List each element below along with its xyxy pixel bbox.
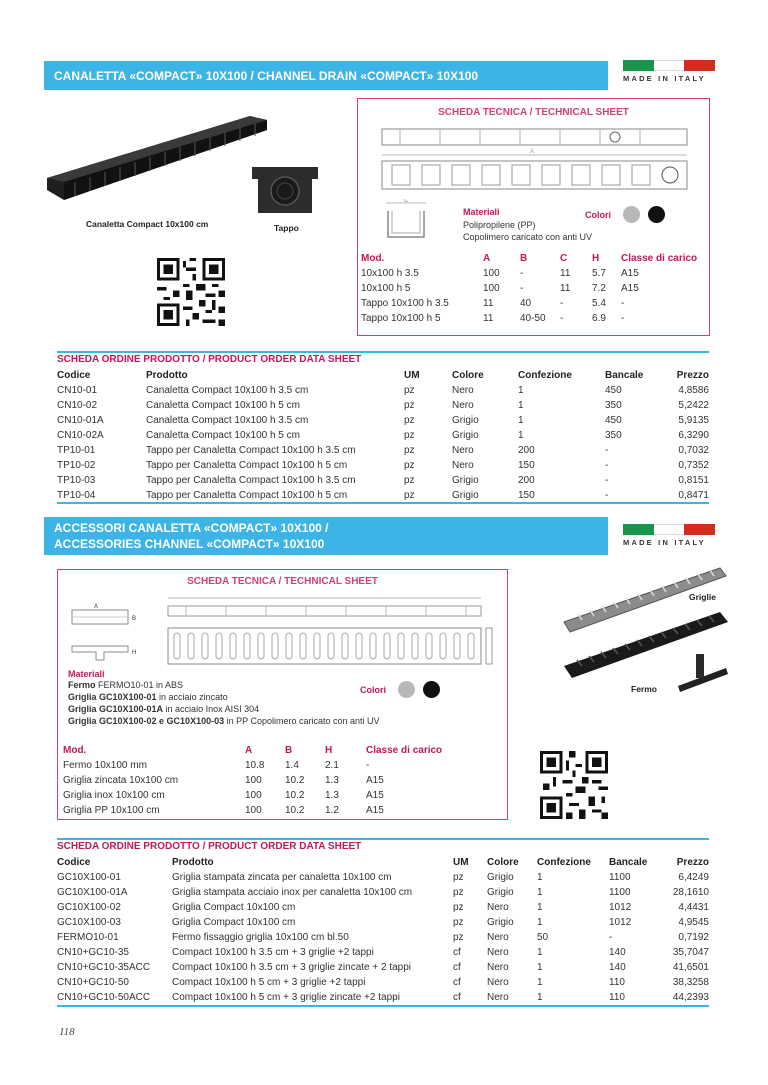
- table-row: [57, 945, 709, 960]
- table-row-cell: Grigio: [487, 917, 514, 928]
- spec-header: B: [285, 745, 293, 756]
- spec-row-cell: Griglia PP 10x100 cm: [63, 805, 160, 816]
- table-row: [57, 885, 709, 900]
- spec-row-cell: Griglia inox 10x100 cm: [63, 790, 165, 801]
- spec-row-cell: -: [621, 298, 625, 309]
- table-row-cell: Nero: [452, 460, 474, 471]
- spec-row-cell: A15: [621, 283, 639, 294]
- made-in-italy-badge: [623, 524, 715, 547]
- spec-row-cell: 11: [483, 313, 494, 324]
- table-row: [57, 930, 709, 945]
- spec-header: Classe di carico: [621, 253, 698, 264]
- material-line: [68, 703, 380, 715]
- table-row-cell: CN10-02A: [57, 430, 104, 441]
- order-rule-1: [57, 351, 709, 353]
- spec-row-cell: -: [621, 313, 625, 324]
- table-row-cell: 4,9545: [678, 917, 709, 928]
- table-row: [57, 960, 709, 975]
- spec-header-row: [63, 743, 456, 758]
- table-row-cell: Grigio: [452, 415, 479, 426]
- table-row-cell: 1012: [609, 902, 632, 913]
- table-row-cell: 4,4431: [678, 902, 709, 913]
- italian-flag-icon: [623, 60, 715, 71]
- table-row-cell: 41,6501: [672, 962, 709, 973]
- table-row-cell: Grigio: [487, 887, 514, 898]
- table-row-cell: Nero: [487, 932, 509, 943]
- order-table-2-body: [57, 870, 709, 1005]
- table-row: [57, 488, 709, 503]
- spec-row-cell: 100: [483, 283, 500, 294]
- made-in-italy-label: MADE IN ITALY: [623, 538, 706, 547]
- table-row-cell: 110: [609, 992, 625, 1003]
- spec-row-cell: 10x100 h 3.5: [361, 268, 419, 279]
- table-row-cell: 1: [518, 400, 524, 411]
- table-row-cell: pz: [453, 887, 464, 898]
- table-row-cell: cf: [453, 977, 461, 988]
- channel-drain-image: [45, 108, 270, 213]
- table-row-cell: CN10+GC10-50: [57, 977, 129, 988]
- table-row-cell: Griglia stampata zincata per canaletta 10x100 cm: [172, 872, 392, 883]
- order-header-row: [57, 368, 709, 383]
- material-bold: Fermo: [68, 680, 96, 690]
- table-row-cell: cf: [453, 947, 461, 958]
- order-header: Colore: [452, 370, 484, 381]
- table-row-cell: Canaletta Compact 10x100 h 5 cm: [146, 400, 300, 411]
- spec-row-cell: A15: [621, 268, 639, 279]
- spec-table-1-body: [361, 266, 709, 326]
- material-line: [68, 691, 380, 703]
- table-row-cell: Tappo per Canaletta Compact 10x100 h 5 cm: [146, 460, 348, 471]
- table-row-cell: Griglia Compact 10x100 cm: [172, 902, 296, 913]
- order-header: Prezzo: [676, 857, 709, 868]
- spec-row-cell: 40-50: [520, 313, 546, 324]
- table-row-cell: CN10-01A: [57, 415, 104, 426]
- spec-row-cell: 100: [245, 790, 262, 801]
- dim-a-label: A: [530, 149, 535, 155]
- section2-banner: [44, 517, 608, 555]
- table-row-cell: Grigio: [452, 475, 479, 486]
- table-row-cell: 35,7047: [672, 947, 709, 958]
- material-line: [68, 679, 380, 691]
- table-row-cell: 1: [518, 385, 524, 396]
- table-row-cell: CN10+GC10-50ACC: [57, 992, 151, 1003]
- tech-sheet-2-title: SCHEDA TECNICA / TECHNICAL SHEET: [187, 576, 378, 587]
- table-row-cell: pz: [453, 932, 464, 943]
- order-header: Prodotto: [172, 857, 214, 868]
- table-row-cell: Grigio: [452, 430, 479, 441]
- spec-row-cell: 1.4: [285, 760, 299, 771]
- table-row-cell: TP10-03: [57, 475, 96, 486]
- spec-row-cell: A15: [366, 775, 384, 786]
- spec-header: Classe di carico: [366, 745, 443, 756]
- spec-row: [361, 296, 709, 311]
- table-row-cell: pz: [404, 445, 415, 456]
- table-row-cell: 450: [605, 415, 622, 426]
- spec-row-cell: -: [366, 760, 370, 771]
- table-row-cell: 0,8471: [678, 490, 709, 501]
- table-row-cell: 200: [518, 445, 535, 456]
- spec-row: [361, 311, 709, 326]
- spec-row-cell: Tappo 10x100 h 5: [361, 313, 441, 324]
- table-row: [57, 398, 709, 413]
- table-row-cell: 450: [605, 385, 622, 396]
- table-row-cell: Nero: [487, 947, 509, 958]
- order-header: Prodotto: [146, 370, 188, 381]
- table-row-cell: 1: [537, 947, 543, 958]
- spec-row-cell: 100: [483, 268, 500, 279]
- table-row-cell: CN10+GC10-35ACC: [57, 962, 151, 973]
- table-row-cell: 1: [518, 415, 524, 426]
- spec-row-cell: 10.2: [285, 790, 305, 801]
- spec-row-cell: 100: [245, 775, 262, 786]
- spec-row-cell: 1.3: [325, 790, 339, 801]
- made-in-italy-label: MADE IN ITALY: [623, 74, 706, 83]
- colors-label: Colori: [360, 684, 386, 695]
- spec-table-2: [63, 743, 456, 818]
- spec-row-cell: 2.1: [325, 760, 339, 771]
- order-header: Codice: [57, 857, 91, 868]
- materials-block-2: [68, 669, 380, 727]
- material-bold: Griglia GC10X100-01: [68, 692, 157, 702]
- dim-a-label: A: [94, 604, 99, 610]
- dim-h-label: H: [132, 650, 137, 656]
- spec-row-cell: -: [560, 298, 564, 309]
- table-row-cell: 150: [518, 460, 535, 471]
- spec-row: [361, 266, 709, 281]
- table-row-cell: -: [605, 475, 609, 486]
- table-row-cell: 4,8586: [678, 385, 709, 396]
- caption-grates: Griglie: [689, 592, 716, 602]
- spec-row-cell: -: [520, 268, 524, 279]
- table-row-cell: 350: [605, 430, 622, 441]
- channel-drawing-section: [382, 199, 432, 243]
- table-row-cell: CN10+GC10-35: [57, 947, 129, 958]
- material-line: Copolimero caricato con anti UV: [463, 232, 593, 242]
- table-row-cell: 44,2393: [672, 992, 709, 1003]
- table-row-cell: Compact 10x100 h 5 cm + 3 griglie +2 tappi: [172, 977, 366, 988]
- order-end-rule-1: [57, 502, 709, 504]
- table-row-cell: Tappo per Canaletta Compact 10x100 h 5 cm: [146, 490, 348, 501]
- spec-row-cell: 5.7: [592, 268, 606, 279]
- table-row: [57, 915, 709, 930]
- spec-row-cell: 5.4: [592, 298, 606, 309]
- caption-clip: Fermo: [631, 684, 657, 694]
- table-row-cell: 6,3290: [678, 430, 709, 441]
- table-row-cell: Nero: [487, 962, 509, 973]
- spec-row-cell: 7.2: [592, 283, 606, 294]
- table-row-cell: Canaletta Compact 10x100 h 5 cm: [146, 430, 300, 441]
- spec-row-cell: 6.9: [592, 313, 606, 324]
- table-row-cell: 0,7192: [678, 932, 709, 943]
- table-row-cell: -: [605, 460, 609, 471]
- table-row-cell: pz: [453, 917, 464, 928]
- table-row-cell: 5,9135: [678, 415, 709, 426]
- order-header-row: [57, 855, 709, 870]
- table-row-cell: 1: [537, 917, 543, 928]
- spec-row-cell: Griglia zincata 10x100 cm: [63, 775, 179, 786]
- material-text: in PP Copolimero caricato con anti UV: [224, 716, 380, 726]
- materials-label: Materiali: [68, 669, 105, 679]
- table-row-cell: Canaletta Compact 10x100 h 3.5 cm: [146, 415, 309, 426]
- table-row-cell: 1: [537, 992, 543, 1003]
- spec-row-cell: 10.2: [285, 805, 305, 816]
- page-number: 118: [59, 1026, 75, 1038]
- end-cap-image: [246, 163, 324, 221]
- spec-header: C: [560, 253, 568, 264]
- table-row-cell: 1: [537, 962, 543, 973]
- dim-b-label: B: [132, 616, 137, 622]
- order-table-2: [57, 855, 709, 1005]
- table-row-cell: pz: [453, 902, 464, 913]
- spec-row: [361, 281, 709, 296]
- spec-header: H: [325, 745, 333, 756]
- section2-banner-line2: ACCESSORIES CHANNEL «COMPACT» 10X100: [54, 537, 325, 551]
- table-row-cell: 110: [609, 977, 625, 988]
- table-row-cell: 1: [537, 902, 543, 913]
- spec-row: [63, 773, 456, 788]
- spec-table-1: [361, 251, 709, 326]
- spec-table-2-body: [63, 758, 456, 818]
- material-text: in acciaio Inox AISI 304: [163, 704, 260, 714]
- spec-header-row: [361, 251, 709, 266]
- table-row-cell: 5,2422: [678, 400, 709, 411]
- order-header: Confezione: [537, 857, 591, 868]
- material-text: FERMO10-01 in ABS: [95, 680, 184, 690]
- table-row: [57, 473, 709, 488]
- order-table-1-body: [57, 383, 709, 503]
- table-row-cell: Compact 10x100 h 5 cm + 3 griglie zincate +2 tappi: [172, 992, 400, 1003]
- table-row-cell: 50: [537, 932, 549, 943]
- spec-row-cell: 40: [520, 298, 532, 309]
- table-row-cell: Griglia Compact 10x100 cm: [172, 917, 296, 928]
- order-header: Bancale: [605, 370, 644, 381]
- table-row-cell: Tappo per Canaletta Compact 10x100 h 3.5 cm: [146, 445, 356, 456]
- spec-row-cell: A15: [366, 790, 384, 801]
- spec-header: Mod.: [63, 745, 87, 756]
- colors-label: Colori: [585, 209, 611, 220]
- table-row-cell: pz: [404, 490, 415, 501]
- table-row-cell: 6,4249: [678, 872, 709, 883]
- table-row-cell: 28,1610: [672, 887, 709, 898]
- spec-row: [63, 758, 456, 773]
- spec-row: [63, 788, 456, 803]
- table-row-cell: -: [605, 490, 609, 501]
- spec-header: A: [483, 253, 491, 264]
- table-row-cell: 140: [609, 947, 626, 958]
- table-row-cell: Griglia stampata acciaio inox per canaletta 10x100 cm: [172, 887, 413, 898]
- table-row-cell: Canaletta Compact 10x100 h 3.5 cm: [146, 385, 309, 396]
- section1-banner-title: CANALETTA «COMPACT» 10X100 / CHANNEL DRAIN «COMPACT» 10X100: [54, 68, 479, 83]
- table-row-cell: Nero: [487, 992, 509, 1003]
- order-header: Prezzo: [676, 370, 709, 381]
- table-row-cell: Nero: [487, 902, 509, 913]
- table-row-cell: Grigio: [452, 490, 479, 501]
- order-header: UM: [404, 370, 420, 381]
- table-row-cell: Fermo fissaggio griglia 10x100 cm bl.50: [172, 932, 349, 943]
- section1-banner: [44, 61, 608, 90]
- table-row-cell: 200: [518, 475, 535, 486]
- table-row-cell: GC10X100-03: [57, 917, 121, 928]
- table-row-cell: 0,8151: [678, 475, 709, 486]
- table-row-cell: cf: [453, 962, 461, 973]
- table-row-cell: 1: [537, 872, 543, 883]
- table-row-cell: GC10X100-01A: [57, 887, 128, 898]
- grates-image: [562, 562, 732, 692]
- materials-label: Materiali: [463, 207, 500, 217]
- table-row-cell: TP10-02: [57, 460, 96, 471]
- order-end-rule-2: [57, 1005, 709, 1007]
- spec-row-cell: 10x100 h 5: [361, 283, 411, 294]
- tech-sheet-1: [357, 98, 710, 336]
- spec-row-cell: 1.2: [325, 805, 339, 816]
- order-header: UM: [453, 857, 469, 868]
- table-row-cell: Nero: [452, 445, 474, 456]
- table-row-cell: 1100: [609, 872, 631, 883]
- table-row-cell: CN10-02: [57, 400, 98, 411]
- order-header: Bancale: [609, 857, 648, 868]
- spec-row-cell: -: [520, 283, 524, 294]
- order-rule-2: [57, 838, 709, 840]
- order-title-1: SCHEDA ORDINE PRODOTTO / PRODUCT ORDER DATA SHEET: [57, 354, 362, 365]
- table-row-cell: 350: [605, 400, 622, 411]
- spec-row-cell: 11: [483, 298, 494, 309]
- table-row-cell: pz: [453, 872, 464, 883]
- table-row-cell: pz: [404, 475, 415, 486]
- spec-row-cell: Fermo 10x100 mm: [63, 760, 147, 771]
- tech-sheet-2: [57, 569, 508, 820]
- spec-row-cell: 1.3: [325, 775, 339, 786]
- swatch-black: [423, 681, 440, 698]
- material-line: Polipropilene (PP): [463, 220, 536, 230]
- table-row-cell: -: [609, 932, 613, 943]
- channel-drawing-top: [380, 127, 700, 197]
- qr-code-icon: [540, 751, 608, 819]
- order-title-2: SCHEDA ORDINE PRODOTTO / PRODUCT ORDER DATA SHEET: [57, 841, 362, 852]
- table-row-cell: Compact 10x100 h 3.5 cm + 3 griglie +2 tappi: [172, 947, 374, 958]
- tech-sheet-1-title: SCHEDA TECNICA / TECHNICAL SHEET: [438, 107, 629, 118]
- table-row-cell: GC10X100-01: [57, 872, 121, 883]
- swatch-grey: [398, 681, 415, 698]
- swatch-grey: [623, 206, 640, 223]
- table-row-cell: TP10-01: [57, 445, 96, 456]
- order-header: Codice: [57, 370, 91, 381]
- table-row-cell: 0,7352: [678, 460, 709, 471]
- table-row-cell: 1012: [609, 917, 632, 928]
- table-row-cell: TP10-04: [57, 490, 96, 501]
- table-row: [57, 975, 709, 990]
- spec-row-cell: -: [560, 313, 564, 324]
- qr-code-icon: [157, 258, 225, 326]
- spec-row-cell: 100: [245, 805, 262, 816]
- colors-block-2: [360, 681, 440, 698]
- table-row-cell: cf: [453, 992, 461, 1003]
- spec-row-cell: 10.8: [245, 760, 265, 771]
- table-row: [57, 900, 709, 915]
- table-row-cell: FERMO10-01: [57, 932, 119, 943]
- table-row: [57, 458, 709, 473]
- spec-row-cell: 10.2: [285, 775, 305, 786]
- dim-c-label: C: [404, 199, 409, 204]
- table-row-cell: GC10X100-02: [57, 902, 121, 913]
- table-row-cell: -: [605, 445, 609, 456]
- order-header: Colore: [487, 857, 519, 868]
- table-row-cell: pz: [404, 400, 415, 411]
- table-row-cell: 150: [518, 490, 535, 501]
- material-line: [68, 715, 380, 727]
- caption-channel: Canaletta Compact 10x100 cm: [86, 219, 209, 229]
- clip-drawing: [66, 600, 146, 670]
- spec-row-cell: 11: [560, 268, 571, 279]
- table-row-cell: 1: [537, 887, 543, 898]
- spec-header: B: [520, 253, 528, 264]
- table-row: [57, 413, 709, 428]
- table-row-cell: CN10-01: [57, 385, 98, 396]
- table-row-cell: Nero: [487, 977, 509, 988]
- table-row-cell: 1: [518, 430, 524, 441]
- table-row-cell: pz: [404, 415, 415, 426]
- material-bold: Griglia GC10X100-01A: [68, 704, 164, 714]
- table-row-cell: pz: [404, 385, 415, 396]
- table-row-cell: Nero: [452, 385, 474, 396]
- caption-cap: Tappo: [274, 223, 299, 233]
- section2-banner-line1: ACCESSORI CANALETTA «COMPACT» 10X100 /: [54, 521, 329, 535]
- spec-row-cell: A15: [366, 805, 384, 816]
- swatch-black: [648, 206, 665, 223]
- spec-header: Mod.: [361, 253, 385, 264]
- colors-block-1: [585, 206, 665, 223]
- table-row-cell: 140: [609, 962, 626, 973]
- spec-row-cell: Tappo 10x100 h 3.5: [361, 298, 449, 309]
- table-row-cell: Grigio: [487, 872, 514, 883]
- spec-row: [63, 803, 456, 818]
- material-bold: Griglia GC10X100-02 e GC10X100-03: [68, 716, 225, 726]
- spec-row-cell: 11: [560, 283, 571, 294]
- table-row-cell: 1: [537, 977, 543, 988]
- table-row: [57, 990, 709, 1005]
- grate-drawing: [166, 594, 496, 674]
- material-text: in acciaio zincato: [156, 692, 228, 702]
- table-row: [57, 383, 709, 398]
- spec-header: H: [592, 253, 600, 264]
- table-row: [57, 443, 709, 458]
- table-row-cell: Nero: [452, 400, 474, 411]
- spec-header: A: [245, 745, 253, 756]
- made-in-italy-badge: [623, 60, 715, 83]
- table-row-cell: 38,3258: [672, 977, 709, 988]
- materials-block-1: [463, 207, 592, 243]
- table-row-cell: pz: [404, 460, 415, 471]
- table-row-cell: 0,7032: [678, 445, 709, 456]
- table-row-cell: pz: [404, 430, 415, 441]
- table-row-cell: Tappo per Canaletta Compact 10x100 h 3.5 cm: [146, 475, 356, 486]
- table-row-cell: Compact 10x100 h 3.5 cm + 3 griglie zincate + 2 tappi: [172, 962, 412, 973]
- italian-flag-icon: [623, 524, 715, 535]
- table-row: [57, 870, 709, 885]
- order-table-1: [57, 368, 709, 503]
- table-row-cell: 1100: [609, 887, 631, 898]
- table-row: [57, 428, 709, 443]
- order-header: Confezione: [518, 370, 572, 381]
